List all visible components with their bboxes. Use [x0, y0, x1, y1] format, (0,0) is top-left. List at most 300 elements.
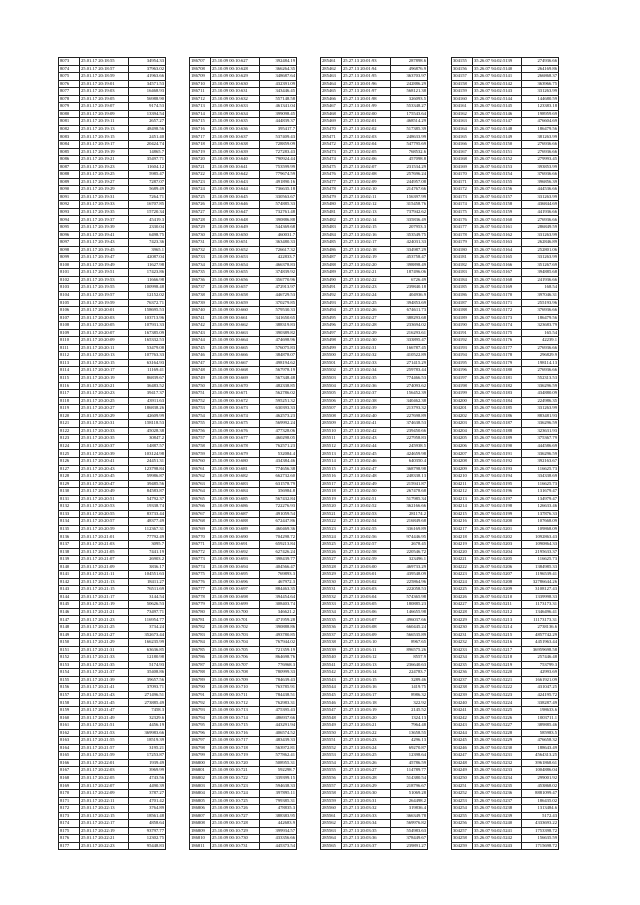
row-id-cell: 304182 — [452, 261, 473, 269]
value-cell: 322.92 — [391, 699, 428, 707]
row-id-cell: 8138 — [59, 548, 80, 556]
table-row — [190, 397, 297, 405]
table-row — [190, 186, 297, 194]
table-row — [452, 548, 559, 556]
value-cell: 276936.66 — [522, 148, 559, 156]
row-id-cell: 304253 — [452, 797, 473, 805]
value-cell: 2195633.37 — [522, 548, 559, 556]
table-row — [452, 314, 559, 322]
row-id-cell: 186754 — [190, 412, 211, 420]
table-row — [190, 797, 297, 805]
timestamp-cell: 35.26.07 94:02:5238 — [473, 805, 522, 813]
table-row — [321, 578, 428, 586]
timestamp-cell: 25.27.13 20:03:04 — [342, 593, 391, 601]
table-row — [190, 608, 297, 616]
value-cell: 732761.48 — [260, 208, 297, 216]
timestamp-cell: 25.27.13 20:03:06 — [342, 608, 391, 616]
table-row — [190, 231, 297, 239]
row-id-cell: 8085 — [59, 148, 80, 156]
timestamp-cell: 25.10.09 00:10:715 — [211, 722, 260, 730]
table-row — [190, 774, 297, 782]
table-row — [190, 352, 297, 360]
row-id-cell: 8100 — [59, 261, 80, 269]
table-row — [190, 216, 297, 224]
value-cell: 93797.77 — [129, 827, 166, 835]
timestamp-cell: 25.01.17 20:19:07 — [80, 103, 129, 111]
table-row — [452, 744, 559, 752]
row-id-cell: 186763 — [190, 480, 211, 488]
row-id-cell: 8098 — [59, 246, 80, 254]
table-row — [59, 820, 166, 828]
timestamp-cell: 25.01.17 20:22:11 — [80, 797, 129, 805]
value-cell: 323496.1 — [391, 556, 428, 564]
value-cell: 384878.07 — [260, 352, 297, 360]
timestamp-cell: 25.01.17 20:19:59 — [80, 299, 129, 307]
table-row — [452, 88, 559, 96]
row-id-cell: 285529 — [321, 571, 342, 579]
table-row — [59, 246, 166, 254]
row-id-cell: 186751 — [190, 390, 211, 398]
table-row — [59, 171, 166, 179]
value-cell: 17423.86 — [129, 269, 166, 277]
timestamp-cell: 25.01.17 20:21:21 — [80, 608, 129, 616]
value-cell: 4743.56 — [129, 774, 166, 782]
table-row — [452, 307, 559, 315]
table-row — [452, 397, 559, 405]
value-cell: 32786644.26 — [522, 578, 559, 586]
table-row — [59, 276, 166, 284]
row-id-cell: 8129 — [59, 480, 80, 488]
value-cell: 188643.49 — [522, 744, 559, 752]
table-row — [190, 269, 297, 277]
table-row — [59, 299, 166, 307]
row-id-cell: 285464 — [321, 80, 342, 88]
timestamp-cell: 25.10.09 00:10:657 — [211, 284, 260, 292]
row-id-cell: 8153 — [59, 661, 80, 669]
table-row — [190, 95, 297, 103]
value-cell: 45419.3 — [129, 216, 166, 224]
timestamp-cell: 25.27.13 20:03:28 — [342, 774, 391, 782]
value-cell: 3836.17 — [129, 563, 166, 571]
row-id-cell: 186778 — [190, 593, 211, 601]
value-cell: 255193.96 — [522, 299, 559, 307]
row-id-cell: 186771 — [190, 541, 211, 549]
timestamp-cell: 25.27.13 20:02:11 — [342, 193, 391, 201]
table-row — [190, 624, 297, 632]
row-id-cell: 304204 — [452, 427, 473, 435]
row-id-cell: 285558 — [321, 790, 342, 798]
table-row — [452, 737, 559, 745]
value-cell: 158695.53 — [129, 307, 166, 315]
row-id-cell: 8132 — [59, 503, 80, 511]
row-id-cell: 186713 — [190, 103, 211, 111]
value-cell: 286849.59 — [522, 224, 559, 232]
timestamp-cell: 35.26.07 94:02:5164 — [473, 246, 522, 254]
timestamp-cell: 25.10.09 00:10:646 — [211, 201, 260, 209]
row-id-cell: 285547 — [321, 707, 342, 715]
row-id-cell: 304239 — [452, 691, 473, 699]
table-row — [190, 88, 297, 96]
row-id-cell: 186719 — [190, 148, 211, 156]
value-cell: 396856.39 — [522, 178, 559, 186]
table-row — [321, 141, 428, 149]
value-cell: 63636.85 — [129, 646, 166, 654]
table-row — [452, 216, 559, 224]
timestamp-cell: 25.01.17 20:22:05 — [80, 774, 129, 782]
value-cell: 4564313.25 — [522, 752, 559, 760]
row-id-cell: 186810 — [190, 835, 211, 843]
timestamp-cell: 25.27.13 20:02:23 — [342, 284, 391, 292]
row-id-cell: 285520 — [321, 503, 342, 511]
value-cell: 116954.77 — [129, 616, 166, 624]
row-id-cell: 304181 — [452, 254, 473, 262]
value-cell: 370279.85 — [260, 299, 297, 307]
row-id-cell: 186729 — [190, 224, 211, 232]
value-cell: 4456.19 — [129, 722, 166, 730]
row-id-cell: 8118 — [59, 397, 80, 405]
table-row — [452, 465, 559, 473]
value-cell: 239891.27 — [391, 842, 428, 850]
value-cell: 296829.9 — [522, 352, 559, 360]
value-cell: 727283.43 — [260, 148, 297, 156]
value-cell: 116625.73 — [522, 480, 559, 488]
timestamp-cell: 35.26.07 94:02:5189 — [473, 435, 522, 443]
value-cell: 239840.18 — [391, 284, 428, 292]
table-row — [190, 835, 297, 843]
row-id-cell: 8171 — [59, 797, 80, 805]
timestamp-cell: 25.27.13 20:03:15 — [342, 676, 391, 684]
table-row — [190, 510, 297, 518]
timestamp-cell: 25.10.09 00:10:710 — [211, 684, 260, 692]
value-cell: 257696.24 — [391, 171, 428, 179]
timestamp-cell: 35.26.07 94:02:5177 — [473, 344, 522, 352]
timestamp-cell: 25.10.09 00:10:639 — [211, 148, 260, 156]
row-id-cell: 186746 — [190, 352, 211, 360]
value-cell: 319836.4 — [391, 805, 428, 813]
timestamp-cell: 25.10.09 00:10:701 — [211, 616, 260, 624]
timestamp-cell: 25.27.13 20:02:01 — [342, 118, 391, 126]
table-row — [59, 450, 166, 458]
timestamp-cell: 25.01.17 20:22:07 — [80, 782, 129, 790]
table-row — [452, 420, 559, 428]
value-cell: 390888.86 — [260, 624, 297, 632]
timestamp-cell: 35.26.07 94:02:5243 — [473, 842, 522, 850]
timestamp-cell: 25.10.09 00:10:684 — [211, 488, 260, 496]
value-cell: 73497.71 — [129, 608, 166, 616]
timestamp-cell: 25.01.17 20:20:53 — [80, 503, 129, 511]
timestamp-cell: 25.01.17 20:19:15 — [80, 133, 129, 141]
timestamp-cell: 25.10.09 00:10:664 — [211, 337, 260, 345]
timestamp-cell: 25.27.13 20:03:32 — [342, 805, 391, 813]
timestamp-cell: 25.01.17 20:21:43 — [80, 691, 129, 699]
row-id-cell: 186795 — [190, 722, 211, 730]
row-id-cell: 285487 — [321, 254, 342, 262]
timestamp-cell: 25.01.17 20:19:13 — [80, 125, 129, 133]
value-cell: 374638.53 — [391, 420, 428, 428]
timestamp-cell: 25.27.13 20:02:19 — [342, 254, 391, 262]
timestamp-cell: 25.27.13 20:02:47 — [342, 465, 391, 473]
table-row — [452, 276, 559, 284]
value-cell: 1173173.31 — [522, 601, 559, 609]
timestamp-cell: 35.26.07 94:02:5167 — [473, 269, 522, 277]
timestamp-cell: 35.26.07 94:02:5225 — [473, 707, 522, 715]
row-id-cell: 285511 — [321, 435, 342, 443]
value-cell: 434384.46 — [260, 457, 297, 465]
value-cell: 252801.06 — [522, 246, 559, 254]
value-cell: 137876.33 — [522, 510, 559, 518]
table-row — [190, 337, 297, 345]
value-cell: 1003711.1 — [522, 714, 559, 722]
table-row — [190, 73, 297, 81]
timestamp-cell: 25.01.17 20:20:37 — [80, 442, 129, 450]
timestamp-cell: 25.27.13 20:03:12 — [342, 654, 391, 662]
table-row — [59, 118, 166, 126]
table-row — [452, 73, 559, 81]
row-id-cell: 304243 — [452, 722, 473, 730]
timestamp-cell: 35.26.07 94:02:5151 — [473, 148, 522, 156]
value-cell: 11627.98 — [129, 261, 166, 269]
value-cell: 884463.35 — [260, 586, 297, 594]
timestamp-cell: 35.26.07 94:02:5180 — [473, 367, 522, 375]
row-id-cell: 304211 — [452, 480, 473, 488]
row-id-cell: 304187 — [452, 299, 473, 307]
table-row — [321, 797, 428, 805]
timestamp-cell: 35.26.07 94:02:5149 — [473, 133, 522, 141]
value-cell: 514380.54 — [391, 774, 428, 782]
row-id-cell: 304257 — [452, 827, 473, 835]
timestamp-cell: 35.26.07 94:02:5152 — [473, 156, 522, 164]
row-id-cell: 304188 — [452, 307, 473, 315]
row-id-cell: 285539 — [321, 646, 342, 654]
value-cell: 864698.76 — [260, 654, 297, 662]
table-row — [321, 110, 428, 118]
timestamp-cell: 25.01.17 20:21:15 — [80, 586, 129, 594]
row-id-cell: 186726 — [190, 201, 211, 209]
row-id-cell: 285518 — [321, 488, 342, 496]
timestamp-cell: 25.10.09 00:10:703 — [211, 631, 260, 639]
row-id-cell: 304259 — [452, 842, 473, 850]
table-row — [452, 163, 559, 171]
table-row — [321, 669, 428, 677]
row-id-cell: 8169 — [59, 782, 80, 790]
timestamp-cell: 25.01.17 20:20:41 — [80, 457, 129, 465]
value-cell: 26903.2 — [129, 556, 166, 564]
value-cell: 6726.49 — [391, 276, 428, 284]
row-id-cell: 285481 — [321, 208, 342, 216]
timestamp-cell: 35.26.07 94:02:5155 — [473, 178, 522, 186]
timestamp-cell: 25.01.17 20:21:37 — [80, 669, 129, 677]
row-id-cell: 304218 — [452, 533, 473, 541]
row-id-cell: 285530 — [321, 578, 342, 586]
row-id-cell: 186724 — [190, 186, 211, 194]
row-id-cell: 304226 — [452, 593, 473, 601]
row-id-cell: 285480 — [321, 201, 342, 209]
value-cell: 8967.65 — [391, 639, 428, 647]
row-id-cell: 186793 — [190, 707, 211, 715]
value-cell: 404936.9 — [391, 291, 428, 299]
table-row — [321, 707, 428, 715]
table-row — [321, 556, 428, 564]
row-id-cell: 304237 — [452, 676, 473, 684]
timestamp-cell: 25.10.09 00:10:628 — [211, 65, 260, 73]
row-id-cell: 186715 — [190, 118, 211, 126]
table-row — [59, 805, 166, 813]
value-cell: 213793.32 — [391, 405, 428, 413]
row-id-cell: 304192 — [452, 337, 473, 345]
row-id-cell: 304238 — [452, 684, 473, 692]
value-cell: 11169.41 — [129, 367, 166, 375]
row-id-cell: 8130 — [59, 488, 80, 496]
timestamp-cell: 35.26.07 94:02:5184 — [473, 397, 522, 405]
timestamp-cell: 25.10.09 00:10:691 — [211, 541, 260, 549]
table-row — [59, 329, 166, 337]
table-row — [452, 707, 559, 715]
row-id-cell: 8106 — [59, 307, 80, 315]
table-row — [59, 427, 166, 435]
row-id-cell: 285470 — [321, 125, 342, 133]
value-cell: 356984.8 — [260, 488, 297, 496]
timestamp-cell: 25.10.09 00:10:726 — [211, 805, 260, 813]
value-cell: 146655.98 — [391, 608, 428, 616]
timestamp-cell: 25.10.09 00:10:644 — [211, 186, 260, 194]
row-id-cell: 285483 — [321, 224, 342, 232]
value-cell: 9174.53 — [129, 103, 166, 111]
table-row — [452, 571, 559, 579]
table-row — [59, 314, 166, 322]
value-cell: 737942.62 — [391, 208, 428, 216]
value-cell: 444839.37 — [260, 118, 297, 126]
table-row — [190, 782, 297, 790]
value-cell: 186479.56 — [522, 125, 559, 133]
row-id-cell: 186777 — [190, 586, 211, 594]
row-id-cell: 304241 — [452, 707, 473, 715]
table-row — [190, 556, 297, 564]
table-row — [190, 518, 297, 526]
timestamp-cell: 25.27.13 20:02:41 — [342, 420, 391, 428]
timestamp-cell: 25.27.13 20:02:24 — [342, 291, 391, 299]
value-cell: 662732.60 — [260, 473, 297, 481]
row-id-cell: 186772 — [190, 548, 211, 556]
row-id-cell: 304258 — [452, 835, 473, 843]
row-id-cell: 8094 — [59, 216, 80, 224]
table-row — [190, 148, 297, 156]
value-cell: 45028.38 — [129, 427, 166, 435]
value-cell: 156635.59 — [522, 835, 559, 843]
timestamp-cell: 35.26.07 94:02:5218 — [473, 654, 522, 662]
value-cell: 3787.27 — [129, 790, 166, 798]
row-id-cell: 186803 — [190, 782, 211, 790]
table-row — [452, 367, 559, 375]
timestamp-cell: 35.26.07 94:02:5230 — [473, 744, 522, 752]
value-cell: 460298.05 — [260, 435, 297, 443]
table-row — [321, 752, 428, 760]
table-row — [59, 344, 166, 352]
value-cell: 216849.68 — [391, 518, 428, 526]
row-id-cell: 304171 — [452, 178, 473, 186]
value-cell: 334338.69 — [522, 473, 559, 481]
timestamp-cell: 35.26.07 94:02:5214 — [473, 624, 522, 632]
table-row — [59, 216, 166, 224]
value-cell: 476658.32 — [522, 737, 559, 745]
value-cell: 50626.53 — [129, 601, 166, 609]
value-cell: 326093.5 — [391, 95, 428, 103]
table-row — [321, 812, 428, 820]
table-row — [321, 58, 428, 66]
row-id-cell: 285488 — [321, 261, 342, 269]
value-cell: 4296.13 — [391, 737, 428, 745]
table-row — [452, 299, 559, 307]
table-row — [59, 95, 166, 103]
value-cell: 376936.66 — [522, 171, 559, 179]
timestamp-cell: 25.27.13 20:02:34 — [342, 367, 391, 375]
value-cell: 1313484.6 — [522, 805, 559, 813]
timestamp-cell: 25.01.17 20:22:03 — [80, 767, 129, 775]
timestamp-cell: 25.10.09 00:10:716 — [211, 729, 260, 737]
timestamp-cell: 25.27.13 20:02:03 — [342, 133, 391, 141]
row-id-cell: 8101 — [59, 269, 80, 277]
data-table — [58, 57, 166, 850]
value-cell: 42239.1 — [522, 337, 559, 345]
timestamp-cell: 35.26.07 94:02:5208 — [473, 578, 522, 586]
value-cell: 547795.69 — [391, 141, 428, 149]
row-id-cell: 186731 — [190, 239, 211, 247]
table-row — [321, 533, 428, 541]
row-id-cell: 304160 — [452, 95, 473, 103]
row-id-cell: 8164 — [59, 744, 80, 752]
table-row — [190, 435, 297, 443]
row-id-cell: 285546 — [321, 699, 342, 707]
timestamp-cell: 35.26.07 94:02:5147 — [473, 118, 522, 126]
timestamp-cell: 25.10.09 00:10:713 — [211, 707, 260, 715]
row-id-cell: 186804 — [190, 790, 211, 798]
timestamp-cell: 25.01.17 20:19:05 — [80, 95, 129, 103]
value-cell: 11173173.31 — [522, 616, 559, 624]
table-row — [452, 382, 559, 390]
value-cell: 553348.27 — [391, 103, 428, 111]
table-row — [190, 616, 297, 624]
value-cell: 352673.44 — [129, 631, 166, 639]
value-cell: 799385.31 — [260, 797, 297, 805]
row-id-cell: 285528 — [321, 563, 342, 571]
timestamp-cell: 35.26.07 94:02:5226 — [473, 714, 522, 722]
row-id-cell: 186741 — [190, 314, 211, 322]
table-row — [59, 722, 166, 730]
timestamp-cell: 35.26.07 94:02:5158 — [473, 201, 522, 209]
table-row — [59, 752, 166, 760]
value-cell: 308403.74 — [260, 601, 297, 609]
table-row — [59, 601, 166, 609]
timestamp-cell: 25.01.17 20:19:31 — [80, 193, 129, 201]
table-row — [321, 344, 428, 352]
table-row — [321, 473, 428, 481]
timestamp-cell: 25.27.13 20:02:36 — [342, 382, 391, 390]
table-row — [452, 141, 559, 149]
timestamp-cell: 35.26.07 94:02:5209 — [473, 586, 522, 594]
value-cell: 579530.33 — [260, 307, 297, 315]
table-row — [190, 299, 297, 307]
table-row — [452, 646, 559, 654]
timestamp-cell: 25.01.17 20:20:03 — [80, 314, 129, 322]
table-row — [321, 541, 428, 549]
table-row — [190, 329, 297, 337]
table-row — [190, 737, 297, 745]
value-cell: 39485.56 — [129, 480, 166, 488]
value-cell: 774466.53 — [391, 374, 428, 382]
timestamp-cell: 25.27.13 20:03:19 — [342, 707, 391, 715]
timestamp-cell: 25.27.13 20:02:14 — [342, 216, 391, 224]
table-row — [452, 518, 559, 526]
table-row — [321, 193, 428, 201]
